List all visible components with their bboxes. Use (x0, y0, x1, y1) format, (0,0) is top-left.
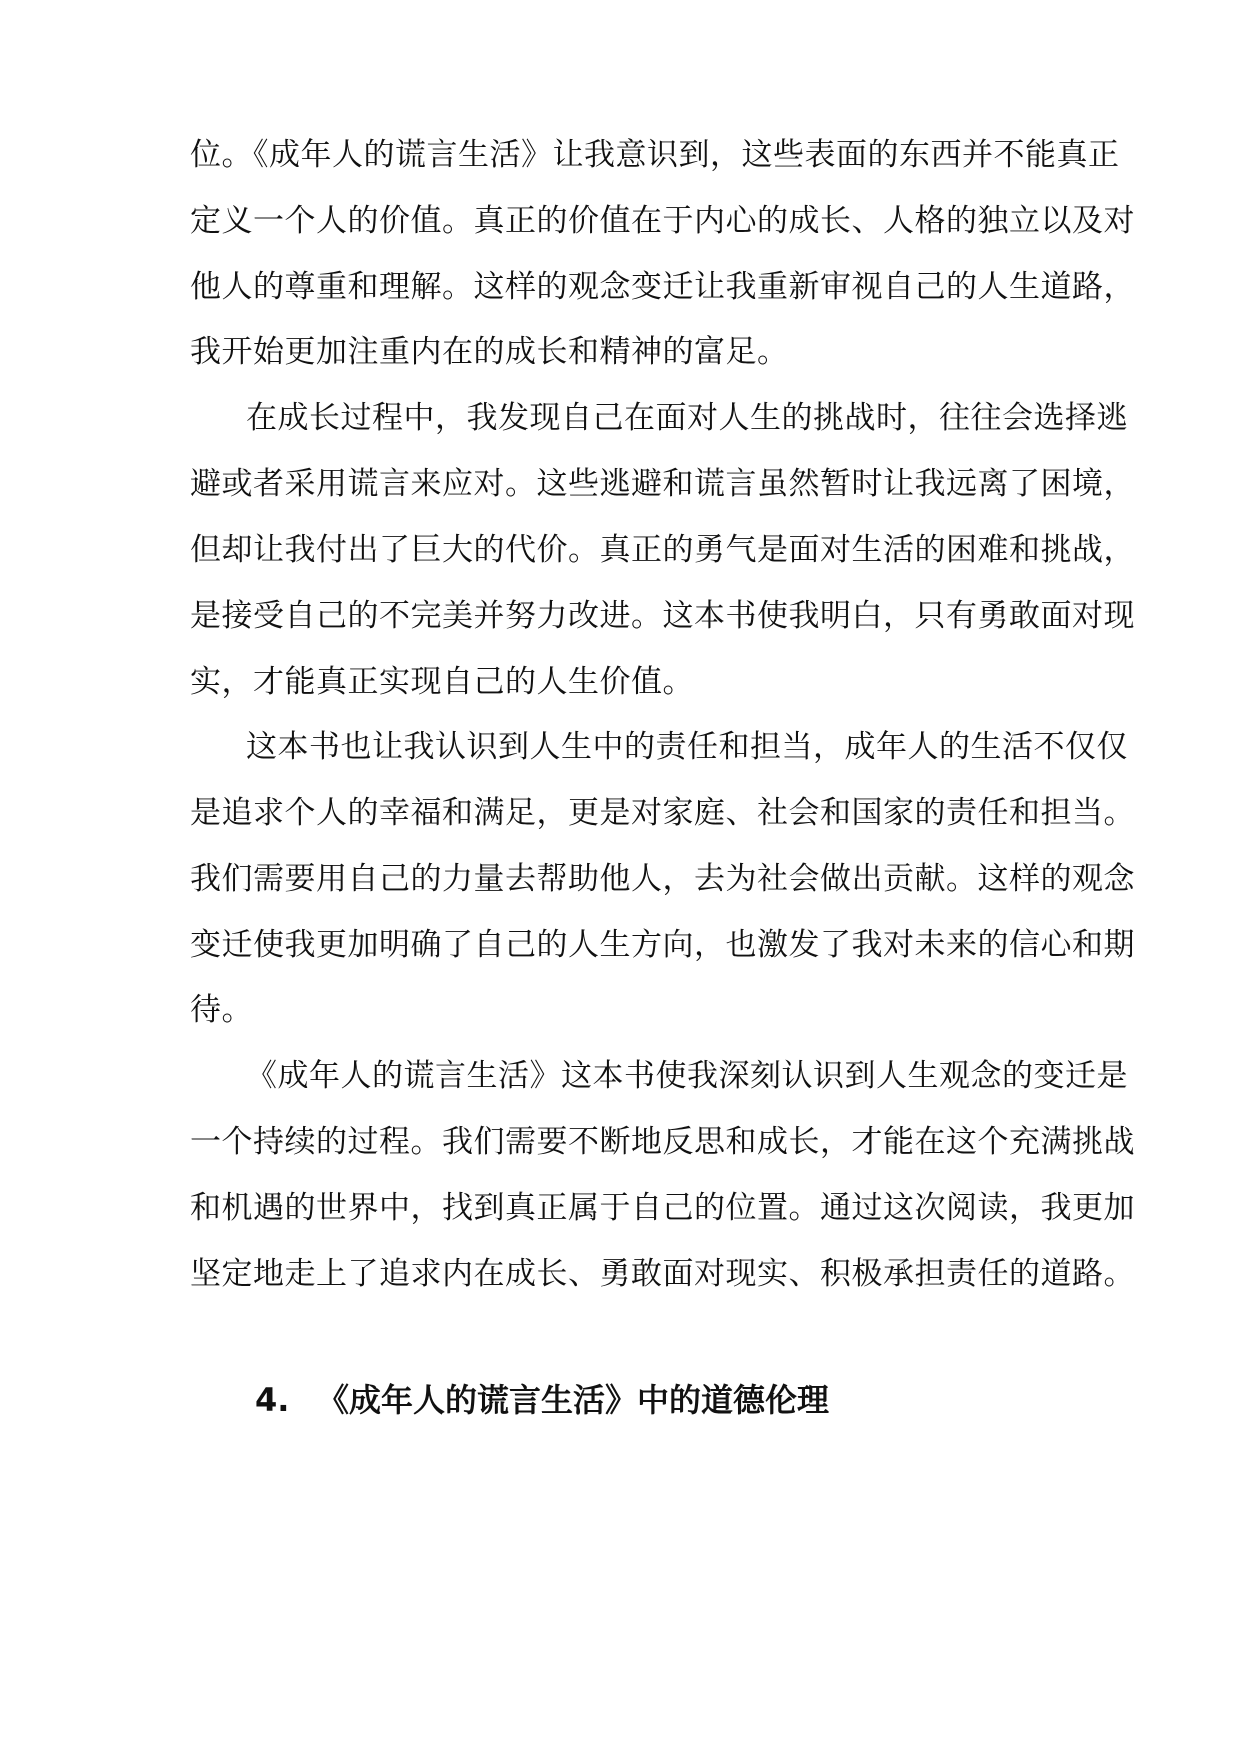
paragraph-2-line-2: 避或者采用谎言来应对。这些逃避和谎言虽然暂时让我远离了困境， (190, 466, 1135, 502)
paragraph-1-line-3: 他人的尊重和理解。这样的观念变迁让我重新审视自己的人生道路， (190, 269, 1135, 305)
paragraph-3-line-2: 是追求个人的幸福和满足，更是对家庭、社会和国家的责任和担当。 (190, 795, 1135, 831)
paragraph-3-line-1: 这本书也让我认识到人生中的责任和担当，成年人的生活不仅仅 (246, 729, 1128, 765)
paragraph-4-line-2: 一个持续的过程。我们需要不断地反思和成长，才能在这个充满挑战 (190, 1124, 1135, 1160)
paragraph-4-line-1: 《成年人的谎言生活》这本书使我深刻认识到人生观念的变迁是 (246, 1058, 1128, 1094)
section-heading (255, 1378, 829, 1422)
section-title: 《成年人的谎言生活》中的道德伦理 (317, 1381, 830, 1419)
paragraph-2-line-4: 是接受自己的不完美并努力改进。这本书使我明白，只有勇敢面对现 (190, 598, 1135, 634)
paragraph-3-line-4: 变迁使我更加明确了自己的人生方向，也激发了我对未来的信心和期 (190, 927, 1135, 963)
section-number: 4. (255, 1381, 290, 1419)
paragraph-4-line-3: 和机遇的世界中，找到真正属于自己的位置。通过这次阅读，我更加 (190, 1190, 1135, 1226)
paragraph-2-line-3: 但却让我付出了巨大的代价。真正的勇气是面对生活的困难和挑战， (190, 532, 1135, 568)
paragraph-1-line-1: 位。《成年人的谎言生活》让我意识到，这些表面的东西并不能真正 (190, 137, 1120, 173)
paragraph-3-line-5: 待。 (190, 992, 253, 1028)
paragraph-3-line-3: 我们需要用自己的力量去帮助他人，去为社会做出贡献。这样的观念 (190, 861, 1135, 897)
paragraph-1-line-2: 定义一个人的价值。真正的价值在于内心的成长、人格的独立以及对 (190, 203, 1135, 239)
paragraph-2-line-1: 在成长过程中，我发现自己在面对人生的挑战时，往往会选择逃 (246, 400, 1128, 436)
paragraph-2-line-5: 实，才能真正实现自己的人生价值。 (190, 664, 694, 700)
paragraph-4-line-4: 坚定地走上了追求内在成长、勇敢面对现实、积极承担责任的道路。 (190, 1256, 1135, 1292)
paragraph-1-line-4: 我开始更加注重内在的成长和精神的富足。 (190, 334, 789, 370)
